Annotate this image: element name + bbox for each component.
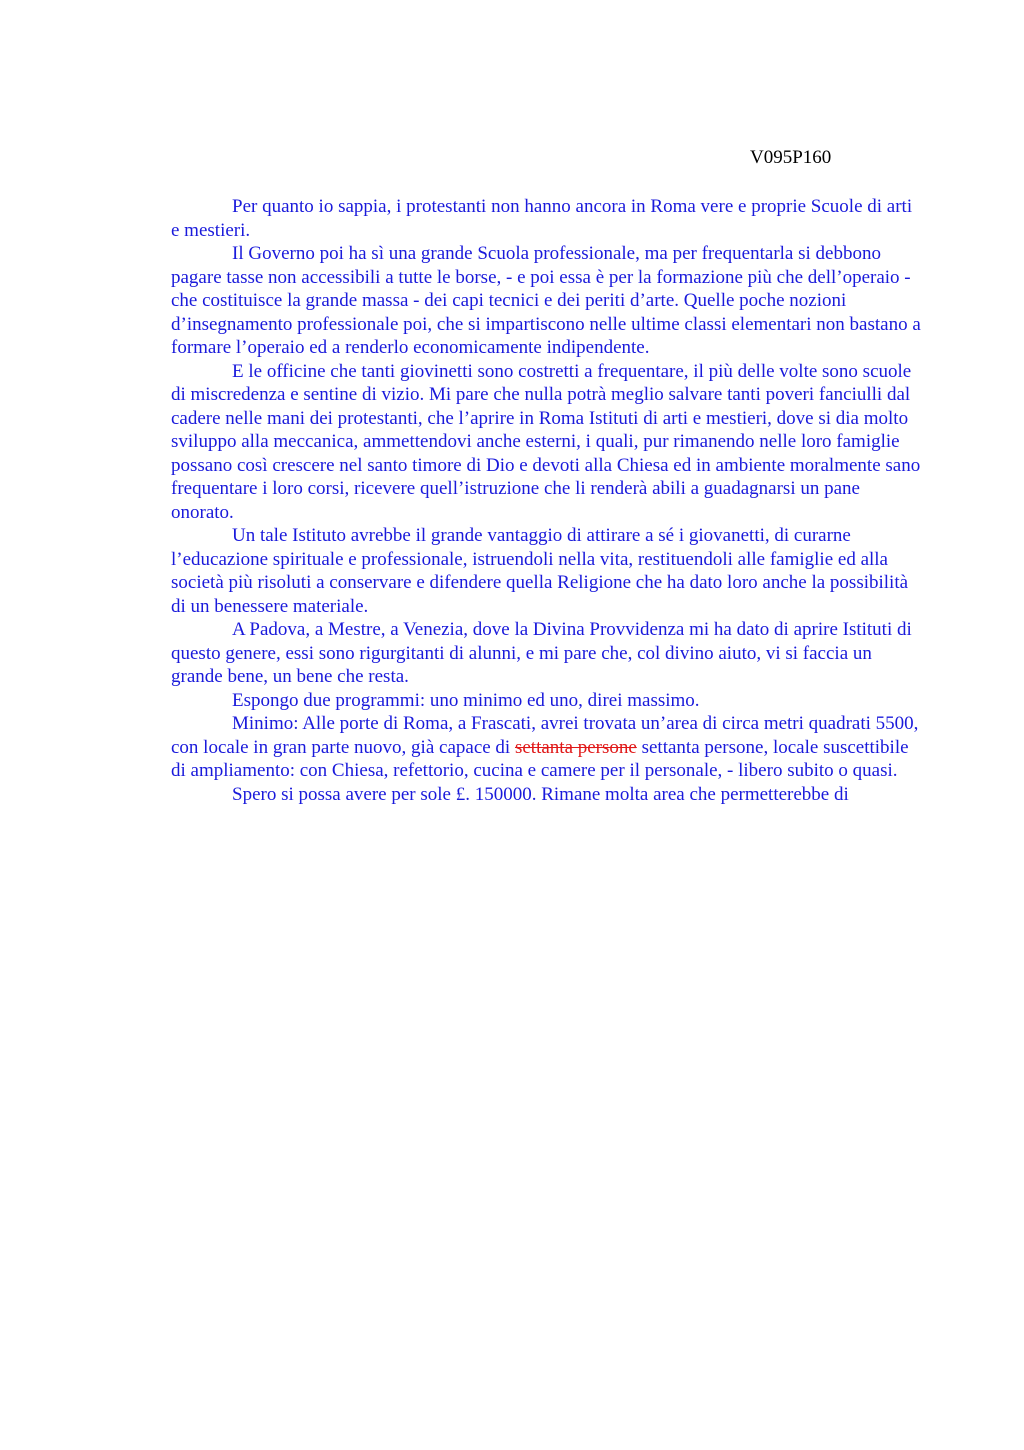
letter-body [171, 195, 921, 806]
paragraph-5: A Padova, a Mestre, a Venezia, dove la Divina Provvidenza mi ha dato di aprire Istituti di questo genere, essi sono rigurgitanti di alunni, e mi pare che, col divino aiuto, vi si faccia un grande bene, un bene che resta. [171, 619, 912, 687]
page-identifier: V095P160 [750, 147, 832, 168]
paragraph-minimo-before: Minimo: Alle porte di Roma, a Frascati, avrei trovata un’area di circa metri quadrati 5500, con locale in gran parte nuovo, già capace di [171, 713, 919, 758]
paragraph-minimo [171, 712, 921, 783]
deleted-text: settanta persone [514, 736, 637, 758]
paragraph-4: Un tale Istituto avrebbe il grande vantaggio di attirare a sé i giovanetti, di curarne l’educazione spirituale e professionale, istruendoli nella vita, restituendoli alle famiglie ed alla società più risoluti a conservare e difendere quella Religione che ha dato loro anche la possibilità di un benessere materiale. [171, 525, 909, 617]
paragraph-3: E le officine che tanti giovinetti sono costretti a frequentare, il più delle volte sono scuole di miscredenza e sentine di vizio. Mi pare che nulla potrà meglio salvare tanti poveri fanciulli dal cadere nelle mani dei protestanti, che l’aprire in Roma Istituti di arti e mestieri, dove si dia molto sviluppo alla meccanica, ammettendovi anche esterni, i quali, pur rimanendo nelle loro famiglie possano così crescere nel santo timore di Dio e devoti alla Chiesa ed in ambiente moralmente sano frequentare i loro corsi, ricevere quell’istruzione che li renderà abili a guadagnarsi un pane onorato. [171, 360, 921, 523]
paragraph-minimo-after: settanta persone, locale suscettibile di ampliamento: con Chiesa, refettorio, cucina e camere per il personale, - libero subito o quasi. [171, 736, 909, 781]
paragraph-1: Per quanto io sappia, i protestanti non hanno ancora in Roma vere e proprie Scuole di arti e mestieri. [171, 196, 913, 241]
paragraph-6: Espongo due programmi: uno minimo ed uno, direi massimo. [232, 689, 700, 711]
paragraph-last: Spero si possa avere per sole £. 150000. Rimane molta area che permetterebbe di [232, 783, 849, 805]
paragraph-2: Il Governo poi ha sì una grande Scuola professionale, ma per frequentarla si debbono pagare tasse non accessibili a tutte le borse, - e poi essa è per la formazione più che dell’operaio - che costituisce la grande massa - dei capi tecnici e dei periti d’arte. Quelle poche nozioni d’insegnamento professionale poi, che si impartiscono nelle ultime classi elementari non bastano a formare l’operaio ed a renderlo economicamente indipendente. [171, 243, 921, 358]
